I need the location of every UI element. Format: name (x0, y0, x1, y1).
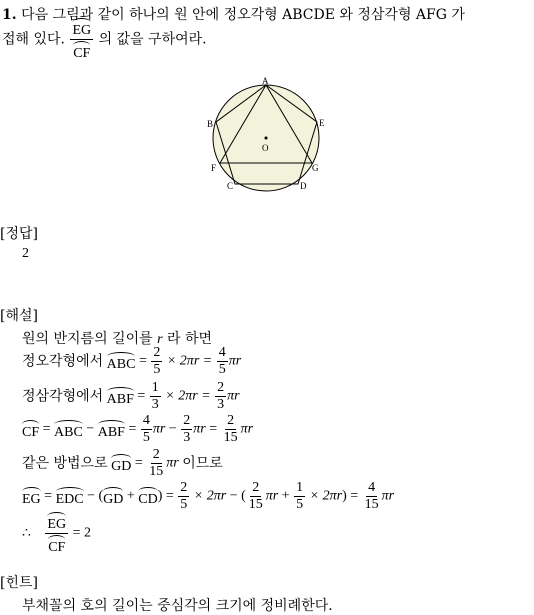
sol6-f2-den: 15 (248, 497, 263, 512)
label-g: G (312, 163, 319, 173)
arc-abf-2: ABF (98, 420, 125, 440)
sol6-f1-num: 2 (180, 480, 188, 495)
sol6-f4-num: 4 (368, 480, 376, 495)
sol4-f1-den: 5 (142, 430, 150, 445)
solution-line-7 (22, 512, 91, 555)
sol4-f3-num: 2 (227, 413, 235, 428)
solution-line-2: 정오각형에서 ABC = $\frac{2}{5}$ × 2πr = $\frac{4}{5}$ πr (22, 345, 242, 377)
label-o: O (262, 143, 269, 153)
problem-text-2-post: 의 값을 구하여라. (98, 31, 207, 48)
hint-header: [힌트] (0, 575, 38, 591)
sol3-f1-den: 3 (151, 397, 159, 412)
sol6-f4-den: 15 (364, 497, 379, 512)
sol1-pre: 원의 반지름의 길이를 (22, 331, 153, 347)
sol1-var: r (157, 332, 163, 347)
sol3-f2-num: 2 (217, 380, 225, 395)
problem-line-2 (2, 18, 207, 61)
arc-cd: CD (138, 487, 157, 507)
label-f: F (211, 163, 217, 173)
sol1-post: 라 하면 (166, 331, 213, 347)
sol6-f3-num: 1 (296, 480, 304, 495)
sol2-f1-den: 5 (153, 362, 161, 377)
sol4-f2-num: 2 (183, 413, 191, 428)
arc-abc: ABC (107, 352, 136, 372)
hint-text: 부채꼴의 호의 길이는 중심각의 크기에 정비례한다. (22, 598, 333, 614)
sol4-f1-num: 4 (142, 413, 150, 428)
label-e: E (319, 118, 325, 128)
arc-cf-2: CF (22, 420, 39, 440)
sol2-f2-den: 5 (218, 362, 226, 377)
sol3-f1-num: 1 (151, 380, 159, 395)
arc-cf: CF (73, 41, 90, 61)
label-d: D (300, 181, 307, 191)
arc-eg-3: EG (47, 512, 66, 532)
solution-line-5: 같은 방법으로 GD = $\frac{2}{15}$ πr 이므로 (22, 447, 223, 479)
sol2-f2-num: 4 (218, 345, 226, 360)
problem-text-1: 다음 그림과 같이 하나의 원 안에 정오각형 ABCDE 와 정삼각형 AFG 가 (21, 7, 465, 23)
therefore-symbol: ∴ (22, 525, 31, 541)
sol5-f-den: 15 (149, 464, 164, 479)
label-c: C (227, 181, 234, 191)
arc-gd-2: GD (103, 487, 123, 507)
sol3-tail: πr (227, 388, 240, 404)
solution-header: [해설] (0, 308, 38, 324)
sol6-f2-num: 2 (252, 480, 260, 495)
sol3-f2-den: 3 (217, 397, 225, 412)
arc-abf: ABF (107, 387, 134, 407)
label-b: B (207, 119, 214, 129)
problem-text-2-pre: 접해 있다. (2, 31, 65, 48)
sol6-f1-den: 5 (180, 497, 188, 512)
sol2-mid: × 2πr = (166, 353, 213, 369)
sol2-f1-num: 2 (153, 345, 161, 360)
arc-eg-2: EG (22, 487, 41, 507)
label-a: A (262, 76, 269, 86)
arc-eg: EG (72, 18, 91, 38)
circle-figure (200, 74, 334, 198)
sol2-label: 정오각형에서 (22, 353, 104, 370)
sol4-f3-den: 15 (223, 430, 238, 445)
sol4-f2-den: 3 (183, 430, 191, 445)
sol5-post: 이므로 (182, 455, 223, 472)
sol2-tail: πr (228, 353, 242, 369)
sol6-f3-den: 5 (296, 497, 304, 512)
solution-line-4: CF = ABC − ABF = $\frac{4}{5}$ πr − $\frac{2}{3}$ πr = $\frac{2}{15}$ πr (22, 413, 254, 445)
sol5-f-num: 2 (152, 447, 160, 462)
sol3-label: 정삼각형에서 (22, 388, 104, 405)
answer-value: 2 (22, 246, 29, 261)
problem-number: 1. (2, 7, 17, 23)
sol3-mid: × 2πr = (165, 388, 211, 404)
center-point (265, 137, 268, 140)
solution-line-3: 정삼각형에서 ABF = $\frac{1}{3}$ × 2πr = $\frac{2}{3}$ πr (22, 380, 240, 412)
arc-cf-3: CF (48, 535, 65, 555)
arc-edc: EDC (56, 487, 84, 507)
solution-line-6: EG = EDC − (GD + CD) = $\frac{2}{5}$ × 2πr − ( $\frac{2}{15}$ πr + $\frac{1}{5}$ × 2πr) = $\frac{4}{15}$ πr (22, 480, 395, 512)
sol7-result: = 2 (72, 525, 91, 541)
answer-header: [정답] (0, 226, 38, 242)
solution-line-1 (22, 328, 212, 348)
sol5-pre: 같은 방법으로 (22, 455, 108, 472)
arc-abc-2: ABC (54, 420, 83, 440)
problem-fraction (70, 18, 93, 61)
arc-gd: GD (111, 454, 131, 474)
